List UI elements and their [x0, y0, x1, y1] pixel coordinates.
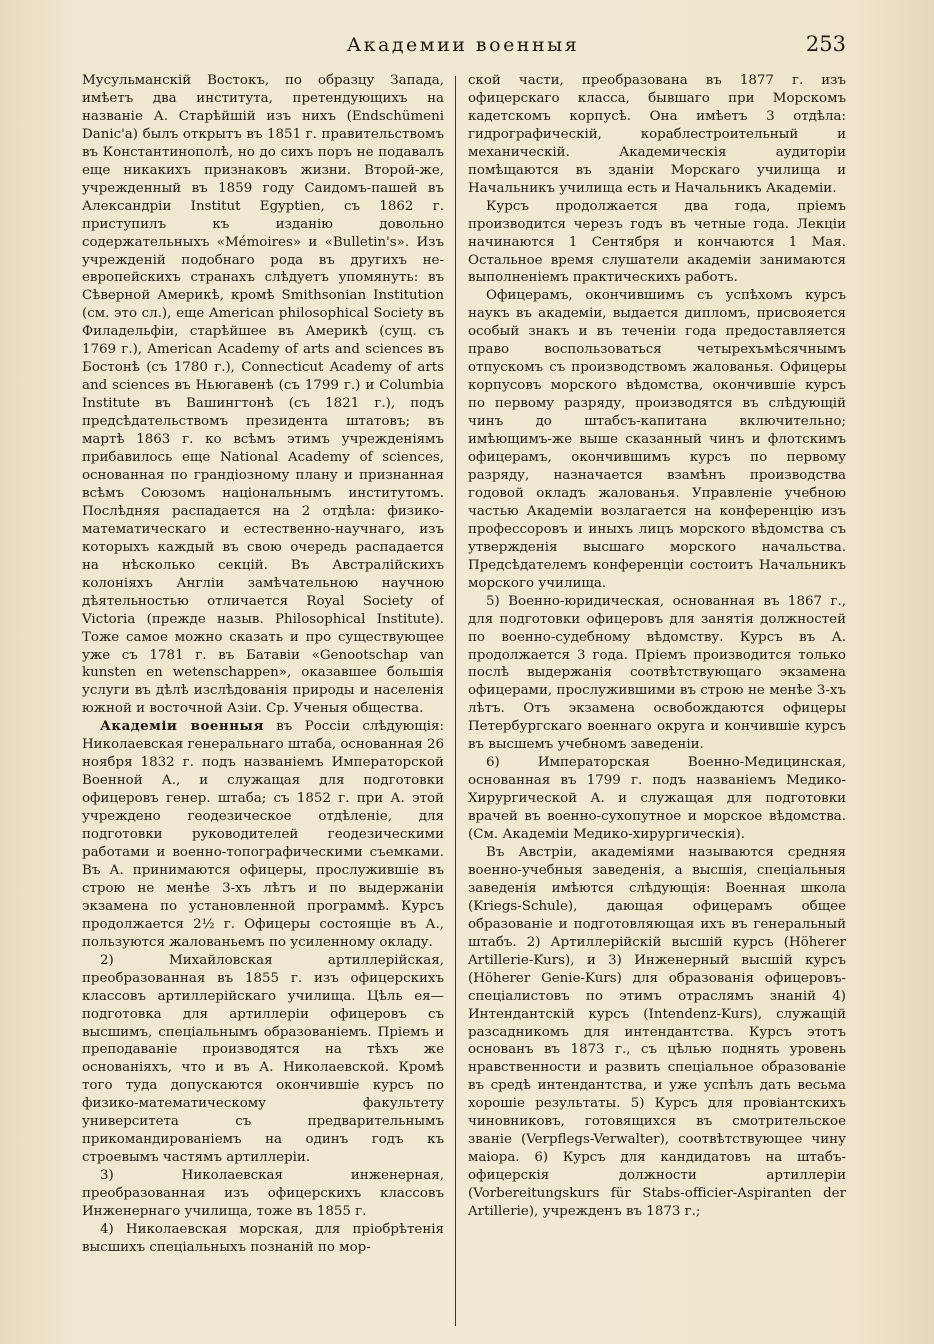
page-header	[80, 30, 846, 60]
paragraph-text: 2) Михайловская артиллерійская, преобразованная въ 1855 г. изъ офицерскихъ классовъ артиллерійскаго училища. Цѣль ея—подготовка для артиллеріи офицеровъ съ высшимъ, спеціальнымъ образованіемъ. Пріемъ и преподаваніе производятся на тѣхъ же основаніяхъ, что и въ А. Николаевской. Кромѣ того туда допускаются окончившіе курсъ по физико-математическому факультету университета съ предварительнымъ прикомандированіемъ на одинъ годъ къ строевымъ частямъ артиллеріи.	[82, 952, 444, 1166]
paragraph	[82, 72, 444, 718]
paragraph	[468, 72, 846, 198]
paragraph-text: 6) Императорская Военно-Медицинская, основанная въ 1799 г. подъ названіемъ Медико-Хирургической А. и служащая для подготовки врачей въ военно-сухопутное и морское вѣдомства. (См. Академіи Медико-хирургическія).	[468, 755, 846, 843]
paragraph	[82, 1167, 444, 1221]
paragraph	[82, 1221, 444, 1257]
paragraph-text: Въ Австріи, академіями называются средняя военно-учебныя заведенія, а высшія, спеціальныя заведенія имѣются слѣдующія: Военная школа (Kriegs-Schule), дающая офицерамъ общее образованіе и подготовляющая ихъ въ генеральный штабъ. 2) Артиллерійскій высшій курсъ (Höherer Artillerie-Kurs), и 3) Инженерный высшій курсъ (Höherer Genie-Kurs) для образованія офицеровъ-спеціалистовъ по этимъ отраслямъ знаній 4) Интендантскій курсъ (Intendenz-Kurs), служащій разсадникомъ для интендантства. Курсъ этотъ основанъ въ 1873 г., съ цѣлью поднять уровень нравственности и развить спеціальное образованіе въ средѣ интендантства, и уже успѣлъ дать весьма хорошіе результаты. 5) Курсъ для провіантскихъ чиновниковъ, готовящихся въ смотрительское званіе (Verpflegs-Verwalter), соотвѣтствующее чину маіора. 6) Курсъ для кандидатовъ на штабъ-офицерскія должности артиллеріи (Vorbereitungskurs für Stabs-officier-Aspiranten der Artillerie), учрежденъ въ 1873 г.;	[468, 844, 846, 1220]
paragraph	[468, 844, 846, 1221]
paragraph	[468, 593, 846, 755]
paragraph-text: 4) Николаевская морская, для пріобрѣтенія высшихъ спеціальныхъ познаній по мор-	[82, 1222, 444, 1255]
paragraph-text: въ Россіи слѣдующія: Николаевская генеральнаго штаба, основанная 26 ноября 1832 г. подъ названіемъ Императорской Военной А., и служащая для подготовки офицеровъ генер. штаба; съ 1852 г. при А. этой учреждено геодезическое отдѣленіе, для подготовки руководителей геодезическими работами и военно-топографическими съемками. Въ А. принимаются офицеры, прослужившіе въ строю не менѣе 3-хъ лѣтъ и по выдержаніи экзамена по установленной программѣ. Курсъ продолжается 2½ г. Офицеры состоящіе въ А., пользуются жалованьемъ по усиленному окладу.	[82, 719, 444, 950]
paragraph	[468, 754, 846, 844]
paragraph-text: Офицерамъ, окончившимъ съ успѣхомъ курсъ наукъ въ академіи, выдается дипломъ, присвояется особый знакъ и въ теченіи года предоставляется право воспользоваться четырехъмѣсячнымъ отпускомъ съ производствомъ жалованья. Офицеры корпусовъ морского вѣдомства, окончившіе курсъ по первому разряду, производятся въ слѣдующій чинъ до штабсъ-капитана включительно; имѣющимъ-же выше сказанный чинъ и флотскимъ офицерамъ, окончившимъ курсъ по первому разряду, назначается взамѣнъ производства годовой окладъ жалованья. Управленіе учебною частью Академіи возлагается на конференцію изъ профессоровъ и иныхъ лицъ морского вѣдомства съ утвержденія высшаго морского начальства. Предсѣдателемъ конференціи состоитъ Начальникъ морского училища.	[468, 288, 846, 591]
paragraph-text: Мусульманскій Востокъ, по образцу Запада, имѣетъ два института, претендующихъ на названіе А. Старѣйшій изъ нихъ (Endschümeni Danic'a) былъ открытъ въ 1851 г. правительствомъ въ Константинополѣ, но до сихъ поръ не подавалъ еще никакихъ признаковъ жизни. Второй-же, учрежденный въ 1859 году Саидомъ-пашей въ Александріи Institut Egyptien, съ 1862 г. приступилъ къ изданію довольно содержательныхъ «Mémoires» и «Bulletin's». Изъ учрежденій подобнаго рода въ другихъ не-европейскихъ странахъ слѣдуетъ упомянуть: въ Сѣверной Америкѣ, кромѣ Smithsonian Institution (см. это сл.), еще American philosophical Society въ Филадельфіи, старѣйшее въ Америкѣ (сущ. съ 1769 г.), American Academy of arts and sciences въ Бостонѣ (съ 1780 г.), Connecticut Academy of arts and sciences въ Ньюгавенѣ (съ 1799 г.) и Columbia Institute въ Вашингтонѣ (съ 1821 г.), подъ предсѣдательствомъ президента штатовъ; въ мартѣ 1863 г. ко всѣмъ этимъ учрежденіямъ прибавилось еще National Academy of sciences, основанная по грандіозному плану и признанная всѣмъ Союзомъ національнымъ институтомъ. Послѣдняя распадается на 2 отдѣла: физико-математическаго и естественно-научнаго, изъ которыхъ каждый въ свою очередь распадается на нѣсколько секцій. Въ Австралійскихъ колоніяхъ Англіи замѣчательною научною дѣятельностью отличается Royal Society of Victoria (прежде назыв. Philosophical Institute). Тоже самое можно сказать и про существующее уже съ 1781 г. въ Батавіи «Genootschap van kunsten en wetenschappen», оказавшее большія услуги въ дѣлѣ изслѣдованія природы и населенія южной и восточной Азіи. Ср. Ученыя общества.	[82, 73, 444, 717]
entry-term: Академіи военныя	[100, 718, 264, 735]
paragraph-text: 5) Военно-юридическая, основанная въ 1867 г., для подготовки офицеровъ для занятія должностей по военно-судебному вѣдомству. Курсъ въ А. продолжается 3 года. Пріемъ производится только послѣ выдержанія соотвѣтствующаго экзамена офицерами, прослужившими въ строю не менѣе 3-хъ лѣтъ. Отъ экзамена освобождаются офицеры Петербургскаго военнаго округа и кончившіе курсъ въ высшемъ учебномъ заведеніи.	[468, 593, 846, 753]
running-title: Академии военныя	[346, 34, 580, 56]
paragraph-text: 3) Николаевская инженерная, преобразованная изъ офицерскихъ классовъ Инженернаго училища, тоже въ 1855 г.	[82, 1168, 444, 1220]
page-number: 253	[805, 32, 846, 56]
paragraph	[468, 287, 846, 592]
paragraph-text: ской части, преобразована въ 1877 г. изъ офицерскаго класса, бывшаго при Морскомъ кадетскомъ корпусѣ. Она имѣетъ 3 отдѣла: гидрографическій, кораблестроительный и механическій. Академическія аудиторіи помѣщаются въ зданіи Морскаго училища и Начальникъ училища есть и Начальникъ Академіи.	[468, 73, 846, 196]
left-column	[82, 72, 444, 1332]
paragraph	[82, 718, 444, 951]
paragraph-text: Курсъ продолжается два года, пріемъ производится черезъ годъ въ четные года. Лекціи начинаются 1 Сентября и кончаются 1 Мая. Остальное время слушатели академіи занимаются выполненіемъ практическихъ работъ.	[468, 198, 846, 286]
paragraph	[468, 198, 846, 288]
right-column	[468, 72, 846, 1332]
column-divider	[455, 76, 456, 1326]
paragraph	[82, 952, 444, 1167]
